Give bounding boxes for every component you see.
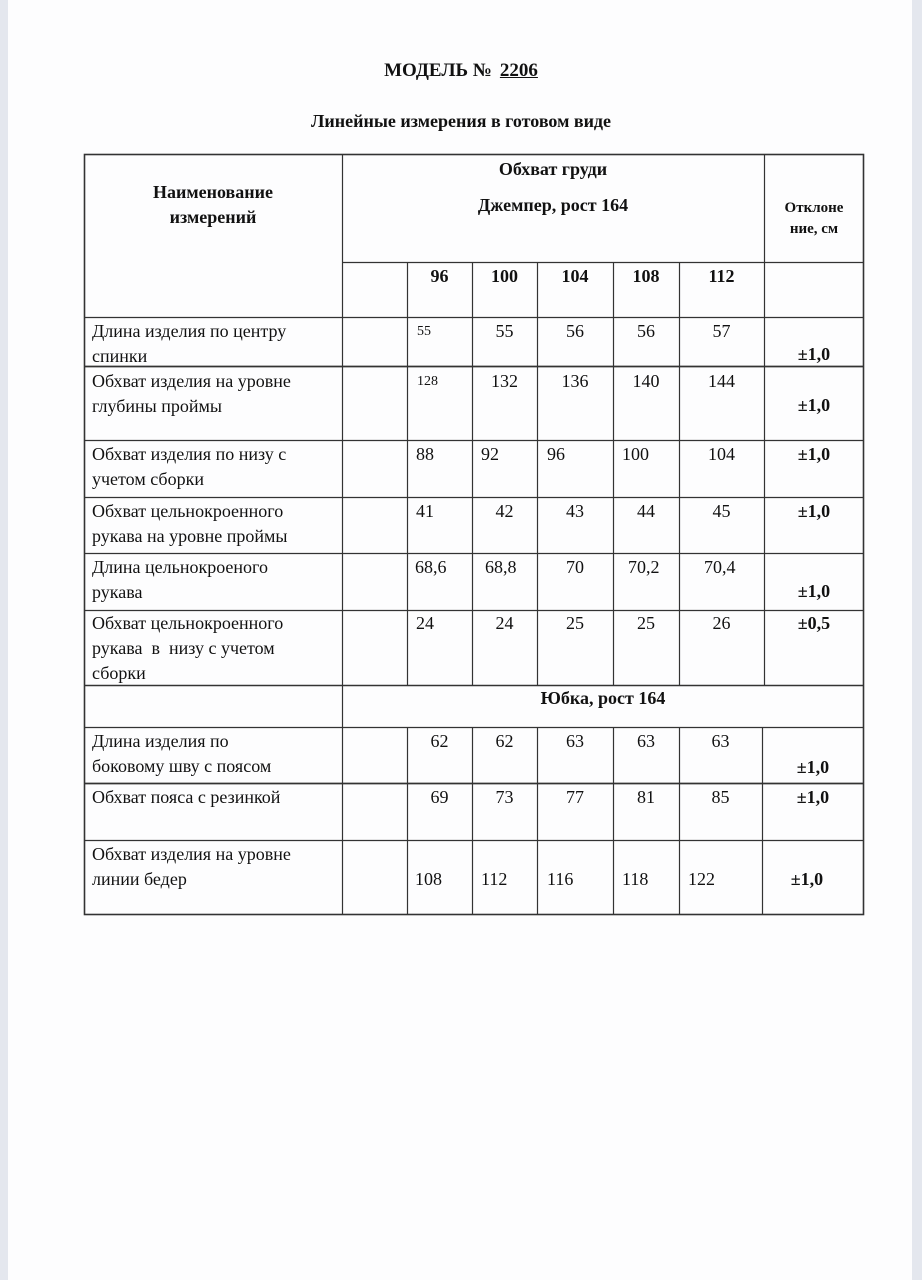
value-cell: 55 (495, 321, 514, 341)
value-cell: 118 (622, 869, 649, 889)
row-label: Обхват пояса с резинкой (92, 787, 281, 807)
row-label: глубины проймы (92, 396, 222, 416)
value-cell: 96 (547, 444, 565, 464)
tolerance-cell: ±1,0 (797, 444, 831, 464)
model-number: 2206 (499, 60, 538, 81)
size-header: 96 (430, 266, 449, 286)
row-label: Обхват изделия на уровне (92, 371, 291, 391)
value-cell: 26 (712, 613, 731, 633)
row-label: Обхват цельнокроенного (92, 613, 284, 633)
size-header: 100 (491, 266, 518, 286)
tolerance-cell: ±1,0 (797, 581, 831, 601)
value-cell: 62 (430, 731, 449, 751)
row-label: рукава в низу с учетом (92, 638, 275, 658)
value-cell: 62 (495, 731, 514, 751)
value-cell: 25 (637, 613, 655, 633)
value-cell: 42 (495, 501, 514, 521)
row-label: рукава на уровне проймы (92, 526, 288, 546)
value-cell: 136 (561, 371, 589, 391)
size-header: 108 (632, 266, 660, 286)
row-label: линии бедер (92, 869, 187, 889)
tolerance-cell: ±1,0 (790, 869, 824, 889)
tolerance-cell: ±1,0 (796, 757, 830, 777)
value-cell: 41 (416, 501, 434, 521)
value-cell: 100 (622, 444, 649, 464)
value-cell: 24 (495, 613, 514, 633)
value-cell: 104 (708, 444, 735, 464)
row-label: спинки (92, 346, 148, 366)
value-cell: 88 (416, 444, 434, 464)
value-cell: 77 (566, 787, 584, 807)
value-cell: 56 (566, 321, 584, 341)
row-label: Обхват изделия по низу с (92, 444, 287, 464)
value-cell: 70,4 (704, 557, 736, 577)
value-cell: 63 (711, 731, 730, 751)
value-cell: 45 (712, 501, 731, 521)
value-cell: 44 (637, 501, 655, 521)
row-label: учетом сборки (92, 469, 204, 489)
value-cell: 56 (637, 321, 655, 341)
size-header: 104 (561, 266, 589, 286)
tolerance-cell: ±1,0 (797, 395, 831, 415)
header-chest: Обхват груди (498, 159, 608, 179)
value-cell: 85 (711, 787, 730, 807)
value-cell: 73 (495, 787, 514, 807)
tolerance-cell: ±1,0 (797, 501, 831, 521)
row-label: Обхват цельнокроенного (92, 501, 284, 521)
value-cell: 70,2 (628, 557, 660, 577)
header-jumper: Джемпер, рост 164 (477, 195, 629, 215)
value-cell: 140 (632, 371, 660, 391)
value-cell: 69 (430, 787, 449, 807)
tolerance-cell: ±0,5 (797, 613, 831, 633)
value-cell: 81 (637, 787, 655, 807)
value-cell: 57 (712, 321, 731, 341)
value-cell: 24 (416, 613, 434, 633)
tolerance-cell: ±1,0 (797, 344, 831, 364)
skirt-header: Юбка, рост 164 (540, 688, 666, 708)
document-subtitle: Линейные измерения в готовом виде (310, 111, 612, 131)
row-label: боковому шву с поясом (92, 756, 272, 776)
header-name-line2: измерений (169, 207, 257, 227)
value-cell: 116 (547, 869, 574, 889)
value-cell: 128 (417, 374, 438, 389)
size-header: 112 (708, 266, 735, 286)
row-label: Длина изделия по (92, 731, 229, 751)
row-label: рукава (92, 582, 143, 602)
value-cell: 112 (481, 869, 508, 889)
value-cell: 55 (417, 324, 431, 339)
value-cell: 108 (415, 869, 442, 889)
header-tolerance-line1: Отклоне (784, 200, 844, 216)
value-cell: 63 (637, 731, 655, 751)
value-cell: 43 (566, 501, 584, 521)
row-label: сборки (92, 663, 146, 683)
value-cell: 144 (708, 371, 735, 391)
header-tolerance-line2: ние, см (789, 221, 839, 237)
model-label: МОДЕЛЬ № (384, 60, 492, 81)
value-cell: 70 (566, 557, 584, 577)
value-cell: 25 (566, 613, 584, 633)
value-cell: 63 (566, 731, 584, 751)
row-label: Длина изделия по центру (92, 321, 287, 341)
value-cell: 92 (481, 444, 499, 464)
value-cell: 132 (491, 371, 518, 391)
tolerance-cell: ±1,0 (796, 787, 830, 807)
header-name-line1: Наименование (153, 182, 273, 202)
value-cell: 68,6 (415, 557, 447, 577)
row-label: Обхват изделия на уровне (92, 844, 291, 864)
value-cell: 68,8 (485, 557, 517, 577)
row-label: Длина цельнокроеного (92, 557, 268, 577)
value-cell: 122 (688, 869, 715, 889)
